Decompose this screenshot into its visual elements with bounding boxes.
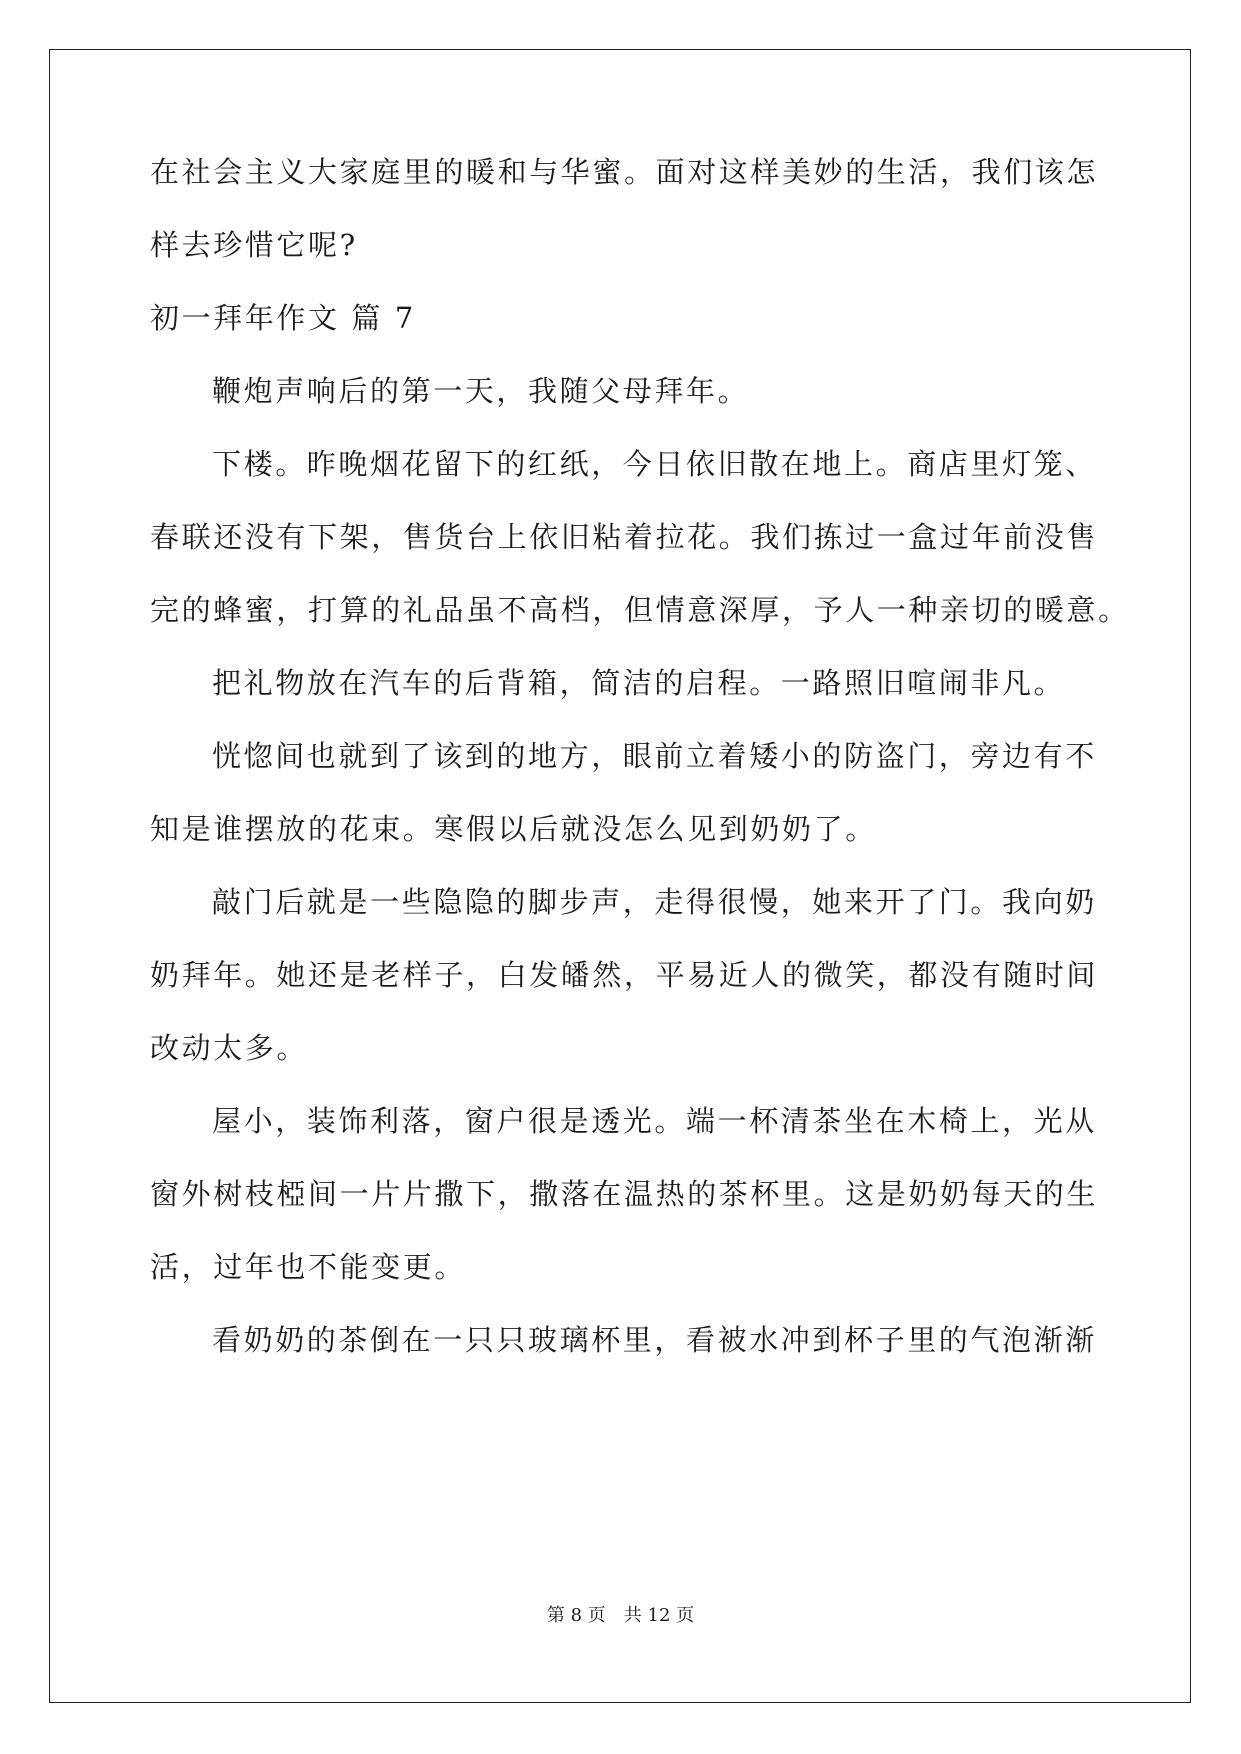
body-line: 春联还没有下架，售货台上依旧粘着拉花。我们拣过一盒过年前没售 (150, 520, 1099, 554)
paragraph-start: 恍惚间也就到了该到的地方，眼前立着矮小的防盗门，旁边有不 (212, 739, 1097, 773)
paragraph-start: 下楼。昨晚烟花留下的红纸，今日依旧散在地上。商店里灯笼、 (212, 447, 1097, 481)
page-footer (0, 1604, 1241, 1628)
body-line: 完的蜂蜜，打算的礼品虽不高档，但情意深厚，予人一种亲切的暖意。 (150, 593, 1130, 627)
body-line: 奶拜年。她还是老样子，白发皤然，平易近人的微笑，都没有随时间 (150, 958, 1099, 992)
page-total: 共 12 页 (623, 1605, 695, 1626)
body-line: 改动太多。 (150, 1031, 309, 1065)
paragraph-start: 鞭炮声响后的第一天，我随父母拜年。 (212, 374, 750, 408)
body-line: 样去珍惜它呢? (150, 228, 358, 262)
body-line: 窗外树枝椏间一片片撒下，撒落在温热的茶杯里。这是奶奶每天的生 (150, 1177, 1099, 1211)
body-line: 知是谁摆放的花束。寒假以后就没怎么见到奶奶了。 (150, 812, 877, 846)
body-line: 活，过年也不能变更。 (150, 1250, 467, 1284)
paragraph-start: 屋小，装饰利落，窗户很是透光。端一杯清茶坐在木椅上，光从 (212, 1104, 1097, 1138)
page-number: 第 8 页 (546, 1605, 606, 1626)
paragraph-start: 把礼物放在汽车的后背箱，简洁的启程。一路照旧喧闹非凡。 (212, 666, 1066, 700)
paragraph-start: 看奶奶的茶倒在一只只玻璃杯里，看被水冲到杯子里的气泡渐渐 (212, 1323, 1097, 1357)
body-line: 在社会主义大家庭里的暖和与华蜜。面对这样美妙的生活，我们该怎 (150, 155, 1099, 189)
section-heading: 初一拜年作文 篇 7 (150, 301, 416, 335)
paragraph-start: 敲门后就是一些隐隐的脚步声，走得很慢，她来开了门。我向奶 (212, 885, 1097, 919)
